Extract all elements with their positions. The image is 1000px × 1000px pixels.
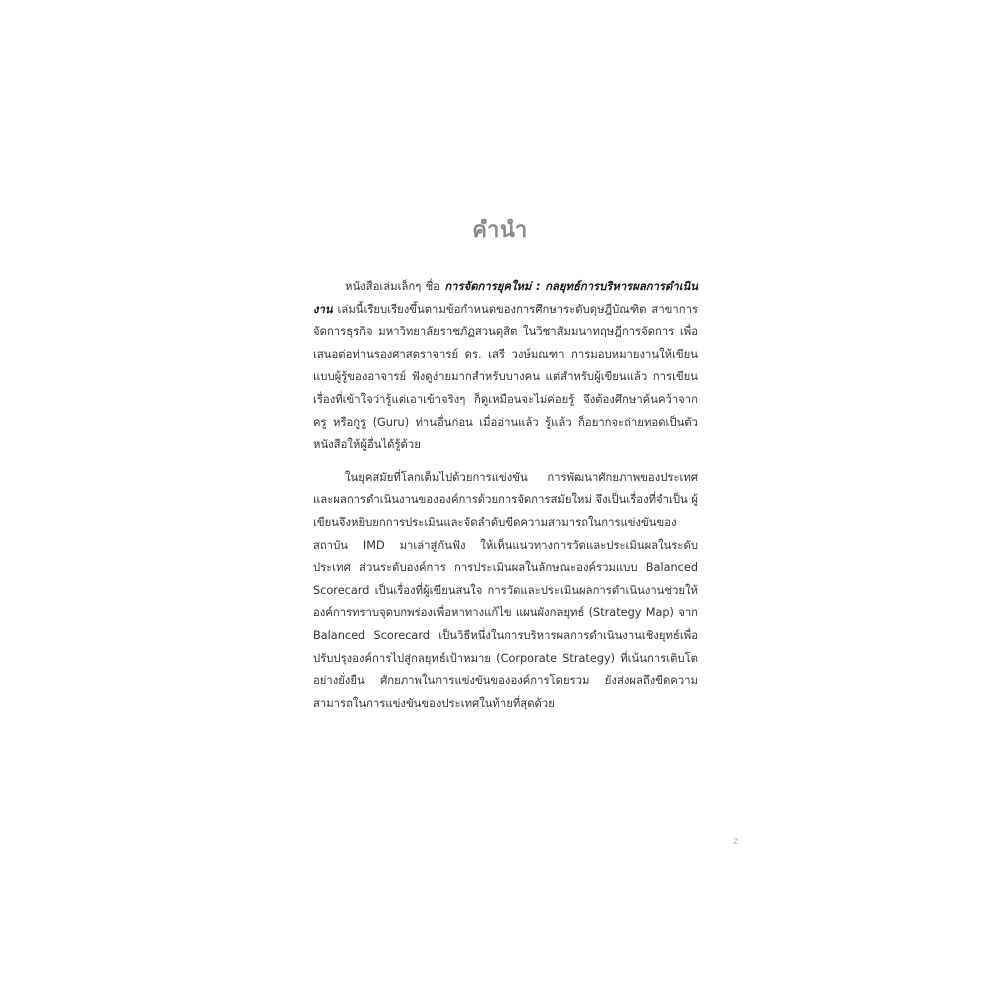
paragraph-1-intro: หนังสือเล่มเล็กๆ ชื่อ (345, 280, 445, 293)
page-number: z (733, 836, 739, 847)
body-text (313, 276, 698, 715)
paragraph-1 (313, 276, 698, 457)
page-title: คำนำ (472, 218, 528, 243)
book-title-emphasis: การจัดการยุคใหม่ : กลยุทธ์การบริหารผลการดำเนินงาน (313, 280, 699, 316)
paragraph-1-rest: เล่มนี้เรียบเรียงขึ้นตามข้อกำหนดของการศึกษาระดับดุษฎีบัณฑิต สาขาการจัดการธุรกิจ มหาวิทยาลัยราชภัฏสวนดุสิต ในวิชาสัมมนาทฤษฎีการจัดการ เพื่อเสนอต่อท่านรองศาสตราจารย์ ดร. เสรี วงษ์มณฑา การมอบหมายงานให้เขียนแบบผู้รู้ของอาจารย์ ฟังดูง่ายมากสำหรับบางคน แต่สำหรับผู้เขียนแล้ว การเขียนเรื่องที่เข้าใจว่ารู้แต่เอาเข้าจริงๆ ก็ดูเหมือนจะไม่ค่อยรู้ จึงต้องศึกษาค้นคว้าจากครู หรือกูรู (Guru) ท่านอื่นก่อน เมื่ออ่านแล้ว รู้แล้ว ก็อยากจะถ่ายทอดเป็นตัวหนังสือให้ผู้อื่นได้รู้ด้วย (313, 302, 698, 452)
paragraph-2: ในยุคสมัยที่โลกเต็มไปด้วยการแข่งขัน การพัฒนาศักยภาพของประเทศและผลการดำเนินงานขององค์การด้วยการจัดการสมัยใหม่ จึงเป็นเรื่องที่จำเป็น ผู้เขียนจึงหยิบยกการประเมินและจัดลำดับขีดความสามารถในการแข่งขันของสถาบัน IMD มาเล่าสู่กันฟัง ให้เห็นแนวทางการวัดและประเมินผลในระดับประเทศ ส่วนระดับองค์การ การประเมินผลในลักษณะองค์รวมแบบ Balanced Scorecard เป็นเรื่องที่ผู้เขียนสนใจ การวัดและประเมินผลการดำเนินงานช่วยให้องค์การทราบจุดบกพร่องเพื่อหาทางแก้ไข แผนผังกลยุทธ์ (Strategy Map) จาก Balanced Scorecard เป็นวิธีหนึ่งในการบริหารผลการดำเนินงานเชิงยุทธ์เพื่อปรับปรุงองค์การไปสู่กลยุทธ์เป้าหมาย (Corporate Strategy) ที่เน้นการเติบโตอย่างยั่งยืน ศักยภาพในการแข่งขันขององค์การโดยรวม ยังส่งผลถึงขีดความสามารถในการแข่งขันของประเทศในท้ายที่สุดด้วย (313, 470, 698, 710)
